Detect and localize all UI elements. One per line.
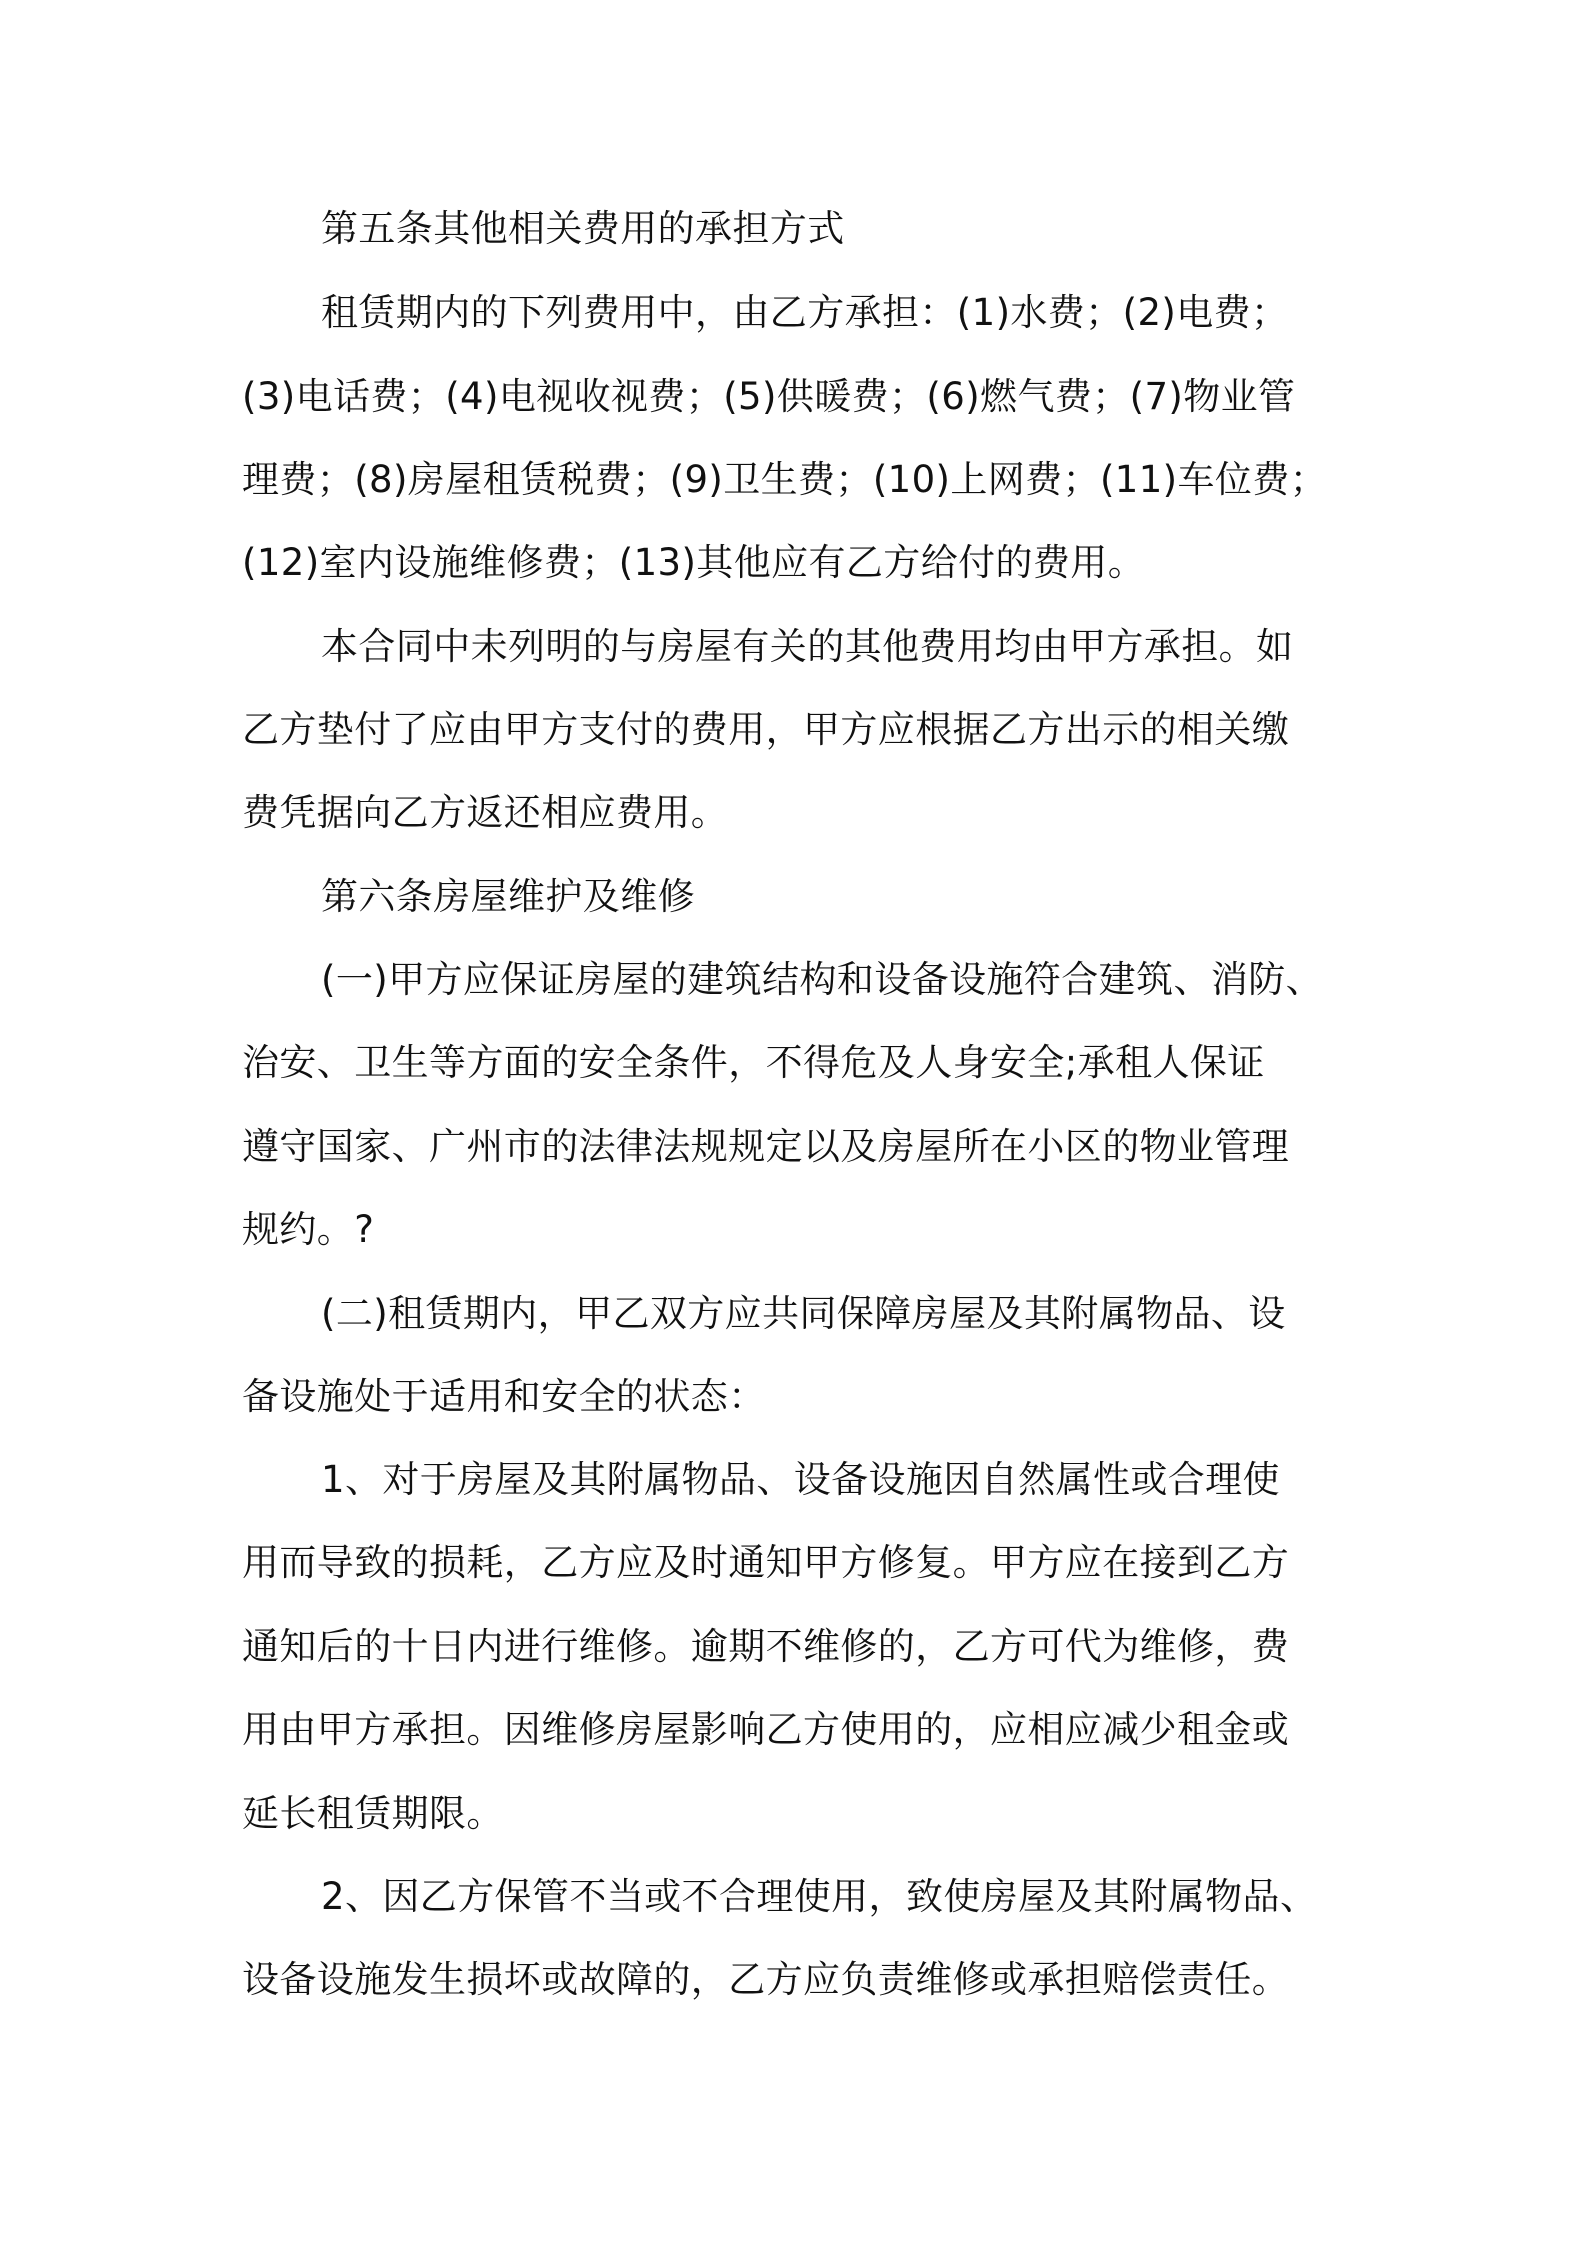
text-line: 第五条其他相关费用的承担方式: [321, 207, 845, 250]
text-line: (一)甲方应保证房屋的建筑结构和设备设施符合建筑、消防、: [321, 958, 1324, 1001]
text-line: 用而导致的损耗，乙方应及时通知甲方修复。甲方应在接到乙方: [242, 1541, 1290, 1584]
text-line: 1、对于房屋及其附属物品、设备设施因自然属性或合理使: [321, 1458, 1280, 1501]
text-line: 治安、卫生等方面的安全条件，不得危及人身安全;承租人保证: [242, 1041, 1265, 1084]
text-line: 理费；(8)房屋租赁税费；(9)卫生费；(10)上网费；(11)车位费；: [242, 458, 1328, 501]
text-line: 租赁期内的下列费用中，由乙方承担：(1)水费；(2)电费；: [321, 291, 1289, 334]
text-line: 规约。?: [242, 1208, 375, 1251]
text-line: 通知后的十日内进行维修。逾期不维修的，乙方可代为维修，费: [242, 1625, 1290, 1668]
text-line: 费凭据向乙方返还相应费用。: [242, 791, 729, 834]
text-line: 设备设施发生损坏或故障的，乙方应负责维修或承担赔偿责任。: [242, 1958, 1290, 2001]
text-line: 遵守国家、广州市的法律法规规定以及房屋所在小区的物业管理: [242, 1125, 1290, 1168]
text-line: (3)电话费；(4)电视收视费；(5)供暖费；(6)燃气费；(7)物业管: [242, 375, 1296, 418]
text-line: 备设施处于适用和安全的状态：: [242, 1375, 766, 1418]
text-line: (二)租赁期内，甲乙双方应共同保障房屋及其附属物品、设: [321, 1292, 1286, 1335]
text-line: 延长租赁期限。: [242, 1792, 504, 1835]
text-line: 乙方垫付了应由甲方支付的费用，甲方应根据乙方出示的相关缴: [242, 708, 1290, 751]
text-line: 第六条房屋维护及维修: [321, 875, 695, 918]
text-line: (12)室内设施维修费；(13)其他应有乙方给付的费用。: [242, 541, 1146, 584]
text-line: 2、因乙方保管不当或不合理使用，致使房屋及其附属物品、: [321, 1875, 1318, 1918]
text-line: 本合同中未列明的与房屋有关的其他费用均由甲方承担。如: [321, 625, 1294, 668]
text-line: 用由甲方承担。因维修房屋影响乙方使用的，应相应减少租金或: [242, 1708, 1290, 1751]
